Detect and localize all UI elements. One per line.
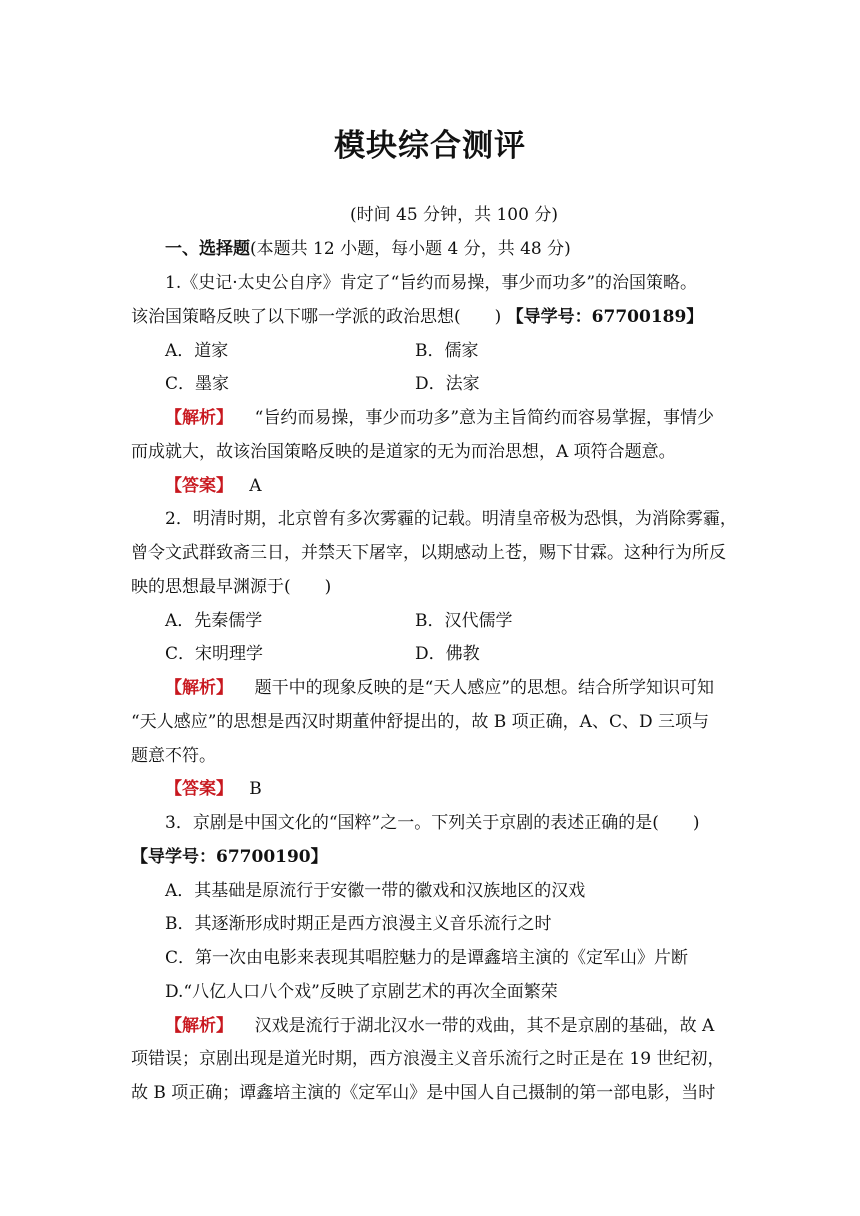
- q2-option-b: B．汉代儒学: [415, 611, 513, 631]
- q1-answer-tag: 【答案】: [165, 476, 233, 496]
- q3-analysis-line3: 故 B 项正确；谭鑫培主演的《定军山》是中国人自己摄制的第一部电影，当时: [131, 1083, 716, 1103]
- q2-answer-tag: 【答案】: [165, 779, 233, 799]
- q1-stem-line1: 1.《史记·太史公自序》肯定了“旨约而易操，事少而功多”的治国策略。: [165, 273, 698, 293]
- q2-answer-line: [165, 777, 262, 801]
- q1-analysis-tag: 【解析】: [165, 408, 233, 428]
- q2-stem-line2: 曾令文武群致斋三日，并禁天下屠宰，以期感动上苍，赐下甘霖。这种行为所反: [131, 543, 726, 563]
- q1-option-b: B．儒家: [415, 341, 479, 361]
- q2-option-d: D．佛教: [415, 644, 480, 664]
- q2-option-a: A．先秦儒学: [165, 611, 263, 631]
- q2-analysis-line2: “天人感应”的思想是西汉时期董仲舒提出的，故 B 项正确，A、C、D 三项与: [131, 712, 709, 732]
- section-description: (本题共 12 小题，每小题 4 分，共 48 分): [250, 239, 571, 259]
- q1-analysis-text1: “旨约而易操，事少而功多”意为主旨简约而容易掌握，事情少: [254, 408, 715, 428]
- q2-analysis-tag: 【解析】: [165, 678, 233, 698]
- q1-analysis-line2: 而成就大，故该治国策略反映的是道家的无为而治思想，A 项符合题意。: [131, 442, 676, 462]
- q3-analysis-text1: 汉戏是流行于湖北汉水一带的戏曲，其不是京剧的基础，故 A: [254, 1016, 715, 1036]
- q3-option-a: A．其基础是原流行于安徽一带的徽戏和汉族地区的汉戏: [165, 881, 586, 901]
- q3-stem-line1: 3．京剧是中国文化的“国粹”之一。下列关于京剧的表述正确的是( ): [165, 813, 700, 833]
- q2-analysis-line3: 题意不符。: [131, 746, 216, 766]
- q3-guide-number: 【导学号：67700190】: [131, 847, 328, 867]
- q1-answer: A: [249, 476, 262, 496]
- q1-stem-line2: [131, 305, 703, 329]
- q1-option-c: C．墨家: [165, 374, 230, 394]
- section-title: 一、选择题: [165, 239, 250, 259]
- q3-option-d: D.“八亿人口八个戏”反映了京剧艺术的再次全面繁荣: [165, 982, 558, 1002]
- q3-analysis-tag: 【解析】: [165, 1016, 233, 1036]
- q1-stem-text: 该治国策略反映了以下哪一学派的政治思想( ): [131, 307, 502, 327]
- time-score-note: (时间 45 分钟，共 100 分): [350, 205, 558, 225]
- q3-analysis-line1: [165, 1014, 714, 1038]
- q3-analysis-line2: 项错误；京剧出现是道光时期，西方浪漫主义音乐流行之时正是在 19 世纪初，: [131, 1049, 725, 1069]
- section-heading: [165, 237, 571, 261]
- q1-option-a: A．道家: [165, 341, 229, 361]
- page-title: 模块综合测评: [334, 128, 526, 164]
- q1-guide-number: 【导学号：67700189】: [506, 307, 704, 327]
- q1-option-d: D．法家: [415, 374, 480, 394]
- q1-answer-line: [165, 474, 262, 498]
- q2-analysis-text1: 题干中的现象反映的是“天人感应”的思想。结合所学知识可知: [254, 678, 715, 698]
- q2-answer: B: [249, 779, 262, 799]
- q2-stem-line3: 映的思想最早渊源于( ): [131, 577, 332, 597]
- q2-option-c: C．宋明理学: [165, 644, 264, 664]
- q3-option-b: B．其逐渐形成时期正是西方浪漫主义音乐流行之时: [165, 914, 552, 934]
- q2-stem-line1: 2．明清时期，北京曾有多次雾霾的记载。明清皇帝极为恐惧，为消除雾霾，: [165, 509, 737, 529]
- q2-analysis-line1: [165, 676, 714, 700]
- q1-analysis-line1: [165, 406, 714, 430]
- q3-option-c: C．第一次由电影来表现其唱腔魅力的是谭鑫培主演的《定军山》片断: [165, 948, 689, 968]
